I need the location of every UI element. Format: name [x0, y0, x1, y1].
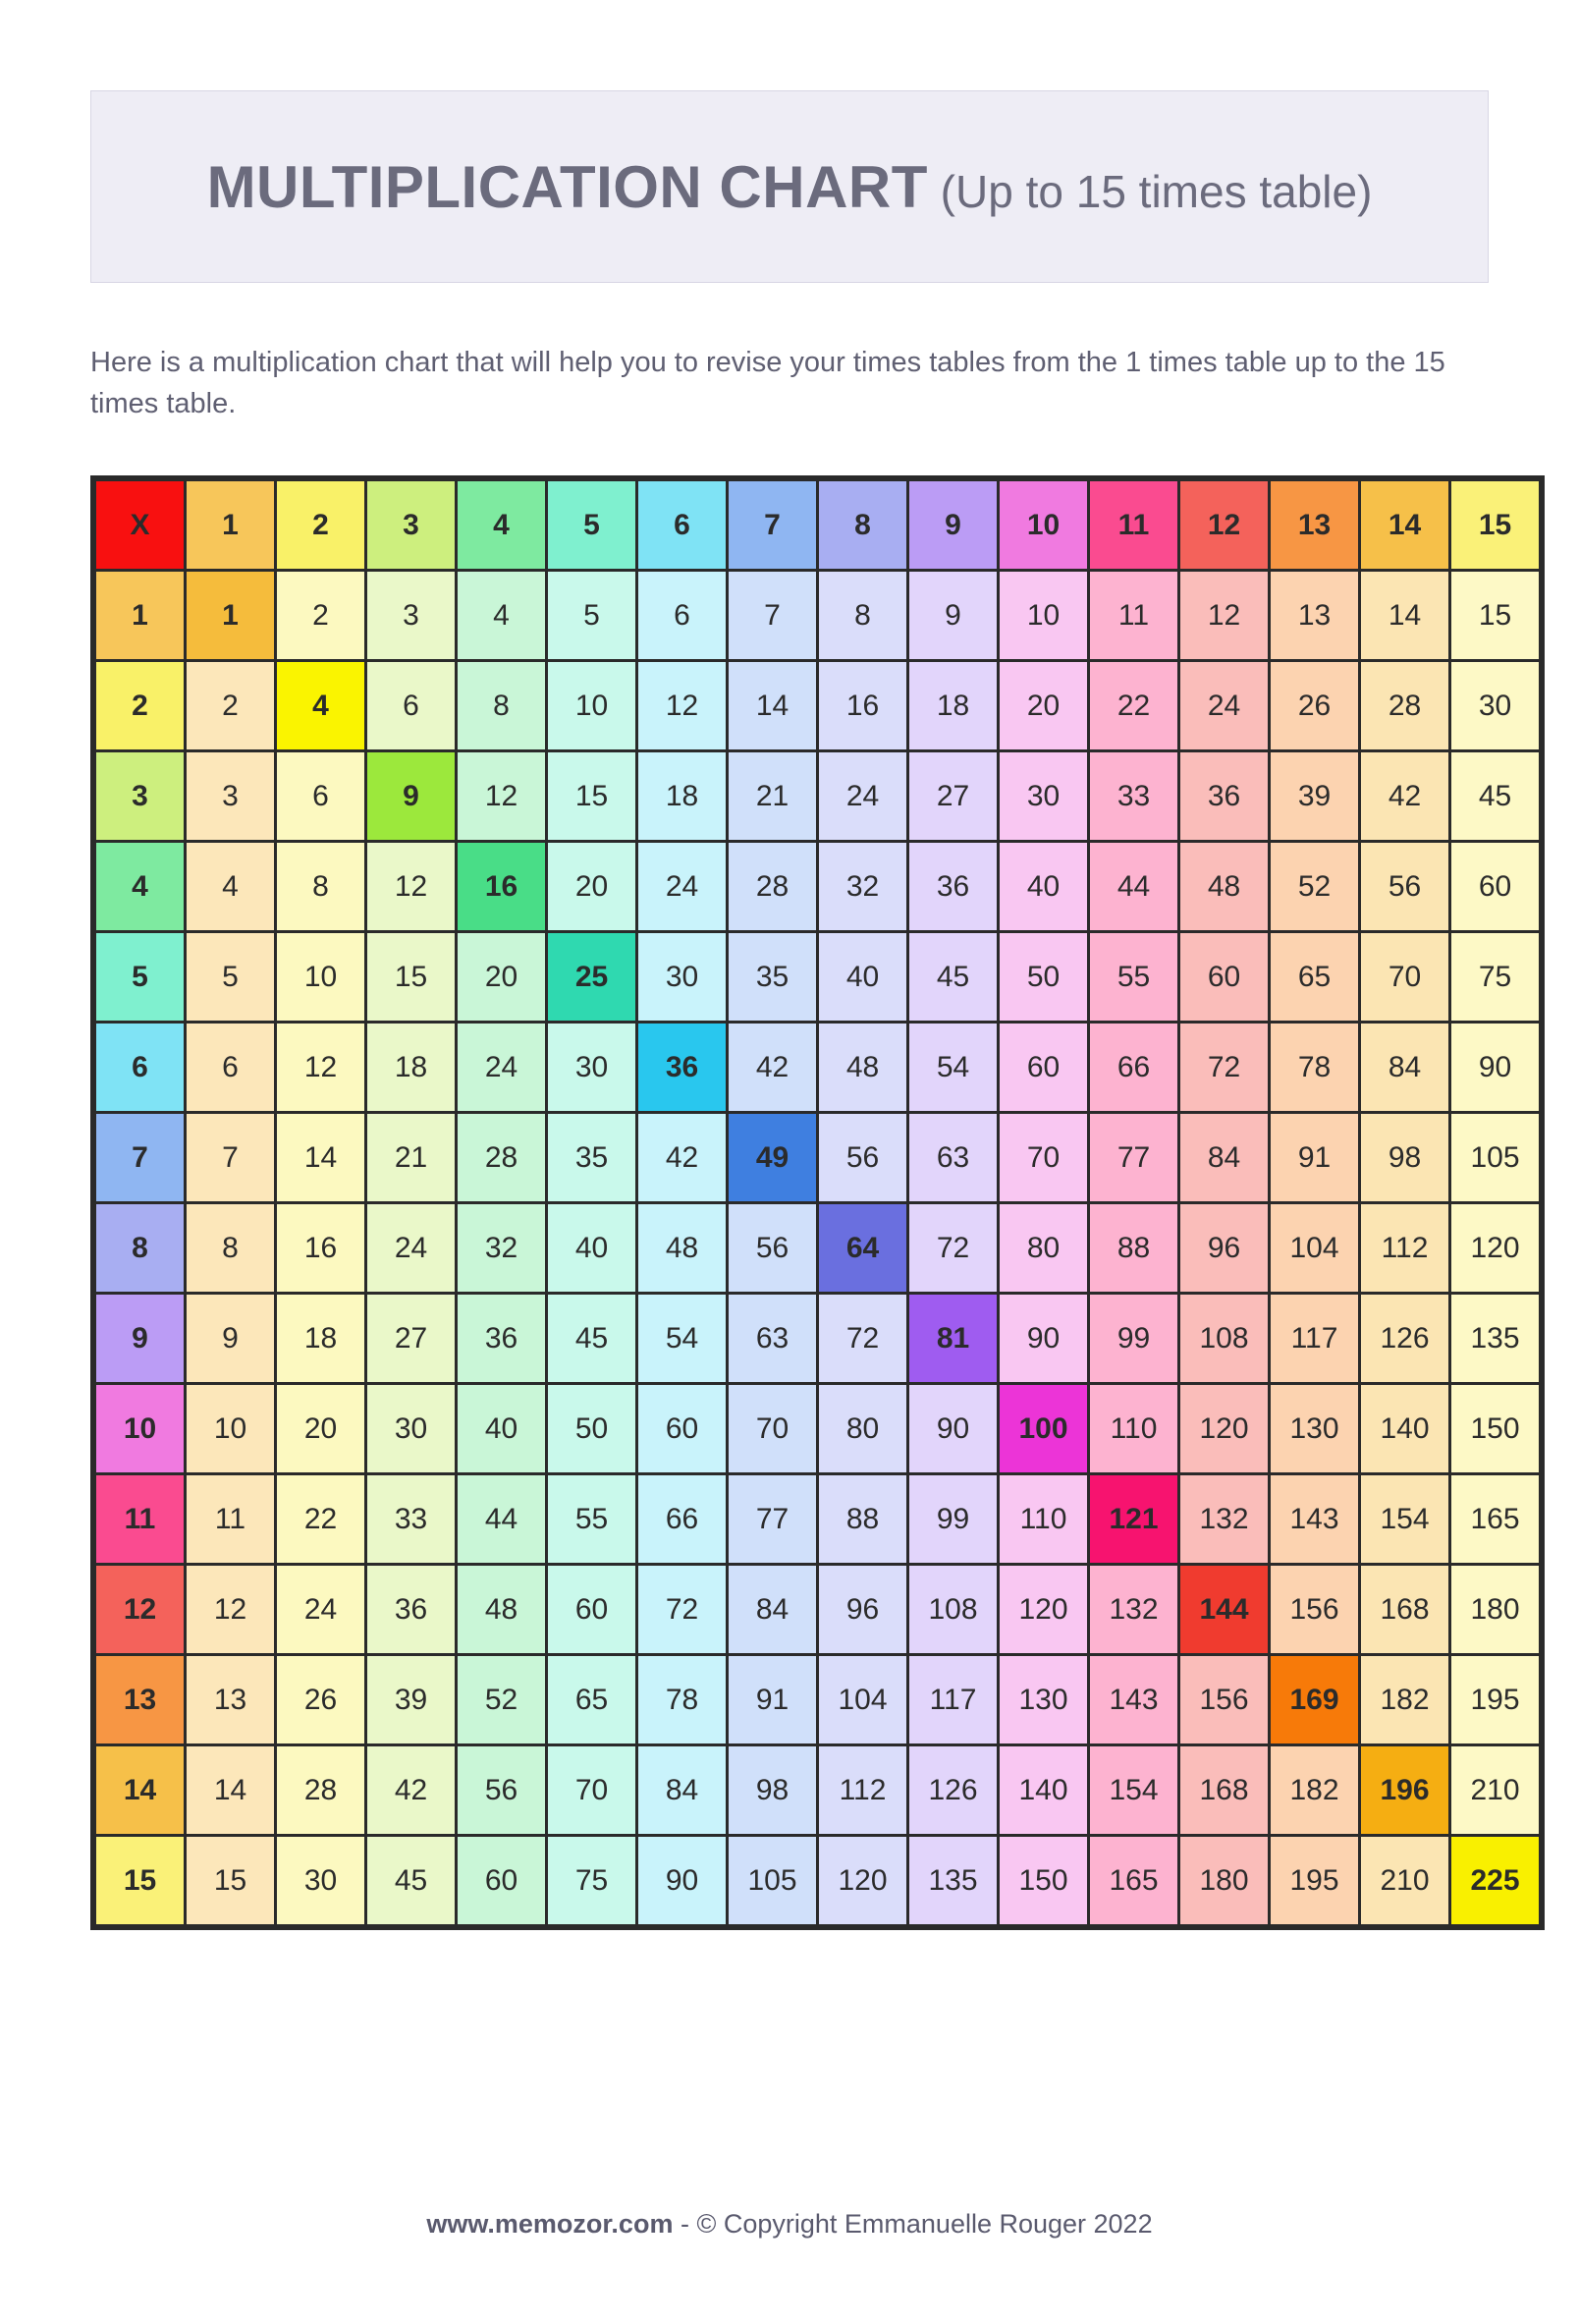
cell-10x12: 120 [1180, 1385, 1268, 1472]
cell-10x10: 100 [1000, 1385, 1087, 1472]
cell-9x8: 72 [819, 1295, 906, 1382]
cell-14x2: 28 [277, 1746, 364, 1834]
cell-13x8: 104 [819, 1656, 906, 1743]
column-header-3: 3 [367, 481, 455, 569]
cell-9x4: 36 [458, 1295, 545, 1382]
table-corner-cell: X [96, 481, 184, 569]
table-row [96, 1114, 1539, 1201]
column-header-14: 14 [1361, 481, 1448, 569]
cell-8x1: 8 [187, 1204, 274, 1292]
cell-1x5: 5 [548, 572, 635, 659]
table-row [96, 1746, 1539, 1834]
row-header-15: 15 [96, 1837, 184, 1924]
cell-10x4: 40 [458, 1385, 545, 1472]
table-header-row [96, 481, 1539, 569]
page-title [207, 153, 1373, 221]
cell-3x10: 30 [1000, 752, 1087, 840]
cell-3x14: 42 [1361, 752, 1448, 840]
cell-7x15: 105 [1451, 1114, 1539, 1201]
cell-12x10: 120 [1000, 1566, 1087, 1653]
cell-15x9: 135 [909, 1837, 997, 1924]
cell-3x7: 21 [729, 752, 816, 840]
cell-6x1: 6 [187, 1024, 274, 1111]
cell-1x13: 13 [1271, 572, 1358, 659]
cell-4x2: 8 [277, 843, 364, 930]
cell-4x5: 20 [548, 843, 635, 930]
table-row [96, 1385, 1539, 1472]
cell-3x9: 27 [909, 752, 997, 840]
cell-7x2: 14 [277, 1114, 364, 1201]
table-row [96, 1837, 1539, 1924]
cell-4x4: 16 [458, 843, 545, 930]
cell-6x14: 84 [1361, 1024, 1448, 1111]
cell-13x11: 143 [1090, 1656, 1177, 1743]
cell-13x15: 195 [1451, 1656, 1539, 1743]
column-header-12: 12 [1180, 481, 1268, 569]
cell-8x12: 96 [1180, 1204, 1268, 1292]
row-header-12: 12 [96, 1566, 184, 1653]
cell-15x11: 165 [1090, 1837, 1177, 1924]
cell-12x3: 36 [367, 1566, 455, 1653]
cell-6x5: 30 [548, 1024, 635, 1111]
cell-11x11: 121 [1090, 1475, 1177, 1563]
cell-14x10: 140 [1000, 1746, 1087, 1834]
row-header-2: 2 [96, 662, 184, 749]
cell-4x8: 32 [819, 843, 906, 930]
cell-2x15: 30 [1451, 662, 1539, 749]
cell-1x4: 4 [458, 572, 545, 659]
column-header-4: 4 [458, 481, 545, 569]
cell-8x8: 64 [819, 1204, 906, 1292]
cell-12x5: 60 [548, 1566, 635, 1653]
cell-9x3: 27 [367, 1295, 455, 1382]
cell-4x12: 48 [1180, 843, 1268, 930]
cell-4x6: 24 [638, 843, 726, 930]
cell-13x1: 13 [187, 1656, 274, 1743]
column-header-7: 7 [729, 481, 816, 569]
cell-15x10: 150 [1000, 1837, 1087, 1924]
footer [0, 2209, 1579, 2240]
column-header-6: 6 [638, 481, 726, 569]
cell-14x9: 126 [909, 1746, 997, 1834]
cell-9x2: 18 [277, 1295, 364, 1382]
cell-9x11: 99 [1090, 1295, 1177, 1382]
cell-5x7: 35 [729, 933, 816, 1021]
cell-9x13: 117 [1271, 1295, 1358, 1382]
cell-1x14: 14 [1361, 572, 1448, 659]
cell-1x9: 9 [909, 572, 997, 659]
cell-5x3: 15 [367, 933, 455, 1021]
table-row [96, 843, 1539, 930]
cell-6x15: 90 [1451, 1024, 1539, 1111]
cell-11x1: 11 [187, 1475, 274, 1563]
cell-1x1: 1 [187, 572, 274, 659]
cell-2x11: 22 [1090, 662, 1177, 749]
cell-1x11: 11 [1090, 572, 1177, 659]
cell-10x6: 60 [638, 1385, 726, 1472]
cell-13x12: 156 [1180, 1656, 1268, 1743]
cell-15x15: 225 [1451, 1837, 1539, 1924]
cell-5x6: 30 [638, 933, 726, 1021]
column-header-5: 5 [548, 481, 635, 569]
cell-9x14: 126 [1361, 1295, 1448, 1382]
column-header-15: 15 [1451, 481, 1539, 569]
cell-9x9: 81 [909, 1295, 997, 1382]
table-row [96, 1475, 1539, 1563]
table-row [96, 933, 1539, 1021]
cell-11x5: 55 [548, 1475, 635, 1563]
cell-7x11: 77 [1090, 1114, 1177, 1201]
row-header-1: 1 [96, 572, 184, 659]
table-row [96, 1656, 1539, 1743]
cell-8x9: 72 [909, 1204, 997, 1292]
cell-11x3: 33 [367, 1475, 455, 1563]
table-row [96, 1566, 1539, 1653]
cell-9x5: 45 [548, 1295, 635, 1382]
cell-13x14: 182 [1361, 1656, 1448, 1743]
cell-14x5: 70 [548, 1746, 635, 1834]
cell-15x5: 75 [548, 1837, 635, 1924]
row-header-10: 10 [96, 1385, 184, 1472]
cell-12x15: 180 [1451, 1566, 1539, 1653]
cell-11x6: 66 [638, 1475, 726, 1563]
cell-1x2: 2 [277, 572, 364, 659]
cell-11x12: 132 [1180, 1475, 1268, 1563]
cell-3x2: 6 [277, 752, 364, 840]
cell-15x14: 210 [1361, 1837, 1448, 1924]
cell-6x9: 54 [909, 1024, 997, 1111]
cell-3x3: 9 [367, 752, 455, 840]
cell-13x9: 117 [909, 1656, 997, 1743]
cell-2x3: 6 [367, 662, 455, 749]
footer-site[interactable]: www.memozor.com [426, 2209, 674, 2239]
multiplication-table-wrapper [90, 475, 1520, 1930]
title-subtitle: (Up to 15 times table) [927, 165, 1373, 217]
cell-8x5: 40 [548, 1204, 635, 1292]
cell-1x12: 12 [1180, 572, 1268, 659]
row-header-13: 13 [96, 1656, 184, 1743]
table-row [96, 662, 1539, 749]
cell-14x12: 168 [1180, 1746, 1268, 1834]
cell-5x15: 75 [1451, 933, 1539, 1021]
cell-6x12: 72 [1180, 1024, 1268, 1111]
cell-13x4: 52 [458, 1656, 545, 1743]
cell-2x6: 12 [638, 662, 726, 749]
cell-7x10: 70 [1000, 1114, 1087, 1201]
row-header-9: 9 [96, 1295, 184, 1382]
cell-14x4: 56 [458, 1746, 545, 1834]
cell-4x13: 52 [1271, 843, 1358, 930]
cell-3x15: 45 [1451, 752, 1539, 840]
row-header-5: 5 [96, 933, 184, 1021]
column-header-2: 2 [277, 481, 364, 569]
row-header-14: 14 [96, 1746, 184, 1834]
cell-10x9: 90 [909, 1385, 997, 1472]
cell-7x8: 56 [819, 1114, 906, 1201]
footer-copyright: - © Copyright Emmanuelle Rouger 2022 [673, 2209, 1153, 2239]
column-header-1: 1 [187, 481, 274, 569]
cell-2x5: 10 [548, 662, 635, 749]
cell-2x12: 24 [1180, 662, 1268, 749]
cell-3x8: 24 [819, 752, 906, 840]
cell-11x4: 44 [458, 1475, 545, 1563]
cell-8x3: 24 [367, 1204, 455, 1292]
cell-12x13: 156 [1271, 1566, 1358, 1653]
cell-15x3: 45 [367, 1837, 455, 1924]
cell-8x6: 48 [638, 1204, 726, 1292]
cell-4x3: 12 [367, 843, 455, 930]
cell-9x12: 108 [1180, 1295, 1268, 1382]
cell-5x12: 60 [1180, 933, 1268, 1021]
cell-3x1: 3 [187, 752, 274, 840]
cell-6x2: 12 [277, 1024, 364, 1111]
cell-14x15: 210 [1451, 1746, 1539, 1834]
cell-14x7: 98 [729, 1746, 816, 1834]
cell-12x14: 168 [1361, 1566, 1448, 1653]
cell-4x1: 4 [187, 843, 274, 930]
table-row [96, 572, 1539, 659]
cell-5x2: 10 [277, 933, 364, 1021]
cell-2x9: 18 [909, 662, 997, 749]
cell-6x6: 36 [638, 1024, 726, 1111]
cell-7x5: 35 [548, 1114, 635, 1201]
cell-4x9: 36 [909, 843, 997, 930]
cell-8x2: 16 [277, 1204, 364, 1292]
cell-13x3: 39 [367, 1656, 455, 1743]
title-main: MULTIPLICATION CHART [206, 153, 928, 220]
cell-7x12: 84 [1180, 1114, 1268, 1201]
cell-13x7: 91 [729, 1656, 816, 1743]
cell-11x9: 99 [909, 1475, 997, 1563]
row-header-6: 6 [96, 1024, 184, 1111]
cell-14x11: 154 [1090, 1746, 1177, 1834]
cell-10x7: 70 [729, 1385, 816, 1472]
cell-15x6: 90 [638, 1837, 726, 1924]
cell-5x4: 20 [458, 933, 545, 1021]
cell-13x10: 130 [1000, 1656, 1087, 1743]
cell-14x8: 112 [819, 1746, 906, 1834]
intro-paragraph: Here is a multiplication chart that will help you to revise your times tables from the 1 times table up to the 15 times table. [90, 347, 1445, 420]
cell-1x10: 10 [1000, 572, 1087, 659]
cell-2x4: 8 [458, 662, 545, 749]
cell-15x7: 105 [729, 1837, 816, 1924]
cell-12x6: 72 [638, 1566, 726, 1653]
cell-7x6: 42 [638, 1114, 726, 1201]
cell-8x14: 112 [1361, 1204, 1448, 1292]
cell-4x10: 40 [1000, 843, 1087, 930]
cell-11x7: 77 [729, 1475, 816, 1563]
cell-5x1: 5 [187, 933, 274, 1021]
cell-12x12: 144 [1180, 1566, 1268, 1653]
cell-10x5: 50 [548, 1385, 635, 1472]
cell-8x7: 56 [729, 1204, 816, 1292]
cell-14x6: 84 [638, 1746, 726, 1834]
cell-9x6: 54 [638, 1295, 726, 1382]
cell-7x7: 49 [729, 1114, 816, 1201]
cell-10x2: 20 [277, 1385, 364, 1472]
cell-15x12: 180 [1180, 1837, 1268, 1924]
cell-4x14: 56 [1361, 843, 1448, 930]
cell-3x5: 15 [548, 752, 635, 840]
cell-9x1: 9 [187, 1295, 274, 1382]
column-header-13: 13 [1271, 481, 1358, 569]
cell-11x8: 88 [819, 1475, 906, 1563]
cell-3x6: 18 [638, 752, 726, 840]
cell-2x2: 4 [277, 662, 364, 749]
cell-11x10: 110 [1000, 1475, 1087, 1563]
title-banner [90, 90, 1489, 283]
cell-5x9: 45 [909, 933, 997, 1021]
cell-10x3: 30 [367, 1385, 455, 1472]
cell-5x8: 40 [819, 933, 906, 1021]
cell-10x13: 130 [1271, 1385, 1358, 1472]
cell-11x15: 165 [1451, 1475, 1539, 1563]
cell-2x8: 16 [819, 662, 906, 749]
cell-12x9: 108 [909, 1566, 997, 1653]
page-root [0, 90, 1579, 2324]
cell-15x13: 195 [1271, 1837, 1358, 1924]
row-header-3: 3 [96, 752, 184, 840]
cell-8x15: 120 [1451, 1204, 1539, 1292]
cell-8x10: 80 [1000, 1204, 1087, 1292]
cell-7x1: 7 [187, 1114, 274, 1201]
cell-12x2: 24 [277, 1566, 364, 1653]
cell-7x3: 21 [367, 1114, 455, 1201]
cell-5x11: 55 [1090, 933, 1177, 1021]
cell-4x7: 28 [729, 843, 816, 930]
table-row [96, 1204, 1539, 1292]
cell-1x6: 6 [638, 572, 726, 659]
cell-3x12: 36 [1180, 752, 1268, 840]
table-row [96, 1024, 1539, 1111]
cell-5x10: 50 [1000, 933, 1087, 1021]
cell-8x13: 104 [1271, 1204, 1358, 1292]
cell-12x8: 96 [819, 1566, 906, 1653]
cell-12x11: 132 [1090, 1566, 1177, 1653]
cell-10x1: 10 [187, 1385, 274, 1472]
cell-6x3: 18 [367, 1024, 455, 1111]
row-header-8: 8 [96, 1204, 184, 1292]
table-row [96, 1295, 1539, 1382]
cell-5x14: 70 [1361, 933, 1448, 1021]
cell-6x13: 78 [1271, 1024, 1358, 1111]
cell-11x13: 143 [1271, 1475, 1358, 1563]
cell-7x9: 63 [909, 1114, 997, 1201]
cell-9x10: 90 [1000, 1295, 1087, 1382]
cell-9x7: 63 [729, 1295, 816, 1382]
cell-15x2: 30 [277, 1837, 364, 1924]
cell-10x11: 110 [1090, 1385, 1177, 1472]
row-header-4: 4 [96, 843, 184, 930]
cell-1x3: 3 [367, 572, 455, 659]
cell-15x4: 60 [458, 1837, 545, 1924]
cell-13x6: 78 [638, 1656, 726, 1743]
cell-7x13: 91 [1271, 1114, 1358, 1201]
cell-8x4: 32 [458, 1204, 545, 1292]
cell-6x7: 42 [729, 1024, 816, 1111]
cell-13x2: 26 [277, 1656, 364, 1743]
cell-15x1: 15 [187, 1837, 274, 1924]
cell-15x8: 120 [819, 1837, 906, 1924]
cell-6x10: 60 [1000, 1024, 1087, 1111]
cell-14x1: 14 [187, 1746, 274, 1834]
cell-13x13: 169 [1271, 1656, 1358, 1743]
cell-11x2: 22 [277, 1475, 364, 1563]
cell-6x4: 24 [458, 1024, 545, 1111]
cell-13x5: 65 [548, 1656, 635, 1743]
cell-14x13: 182 [1271, 1746, 1358, 1834]
cell-12x1: 12 [187, 1566, 274, 1653]
cell-3x11: 33 [1090, 752, 1177, 840]
cell-2x1: 2 [187, 662, 274, 749]
cell-7x4: 28 [458, 1114, 545, 1201]
cell-2x13: 26 [1271, 662, 1358, 749]
cell-4x11: 44 [1090, 843, 1177, 930]
cell-6x11: 66 [1090, 1024, 1177, 1111]
cell-2x10: 20 [1000, 662, 1087, 749]
cell-8x11: 88 [1090, 1204, 1177, 1292]
cell-2x7: 14 [729, 662, 816, 749]
cell-6x8: 48 [819, 1024, 906, 1111]
cell-14x14: 196 [1361, 1746, 1448, 1834]
cell-1x7: 7 [729, 572, 816, 659]
column-header-8: 8 [819, 481, 906, 569]
cell-2x14: 28 [1361, 662, 1448, 749]
cell-7x14: 98 [1361, 1114, 1448, 1201]
row-header-7: 7 [96, 1114, 184, 1201]
cell-9x15: 135 [1451, 1295, 1539, 1382]
table-row [96, 752, 1539, 840]
column-header-11: 11 [1090, 481, 1177, 569]
cell-5x5: 25 [548, 933, 635, 1021]
column-header-9: 9 [909, 481, 997, 569]
cell-12x4: 48 [458, 1566, 545, 1653]
cell-4x15: 60 [1451, 843, 1539, 930]
cell-5x13: 65 [1271, 933, 1358, 1021]
cell-10x14: 140 [1361, 1385, 1448, 1472]
cell-3x4: 12 [458, 752, 545, 840]
cell-10x15: 150 [1451, 1385, 1539, 1472]
multiplication-table [90, 475, 1545, 1930]
cell-3x13: 39 [1271, 752, 1358, 840]
column-header-10: 10 [1000, 481, 1087, 569]
row-header-11: 11 [96, 1475, 184, 1563]
cell-1x15: 15 [1451, 572, 1539, 659]
cell-1x8: 8 [819, 572, 906, 659]
cell-12x7: 84 [729, 1566, 816, 1653]
cell-14x3: 42 [367, 1746, 455, 1834]
cell-11x14: 154 [1361, 1475, 1448, 1563]
cell-10x8: 80 [819, 1385, 906, 1472]
